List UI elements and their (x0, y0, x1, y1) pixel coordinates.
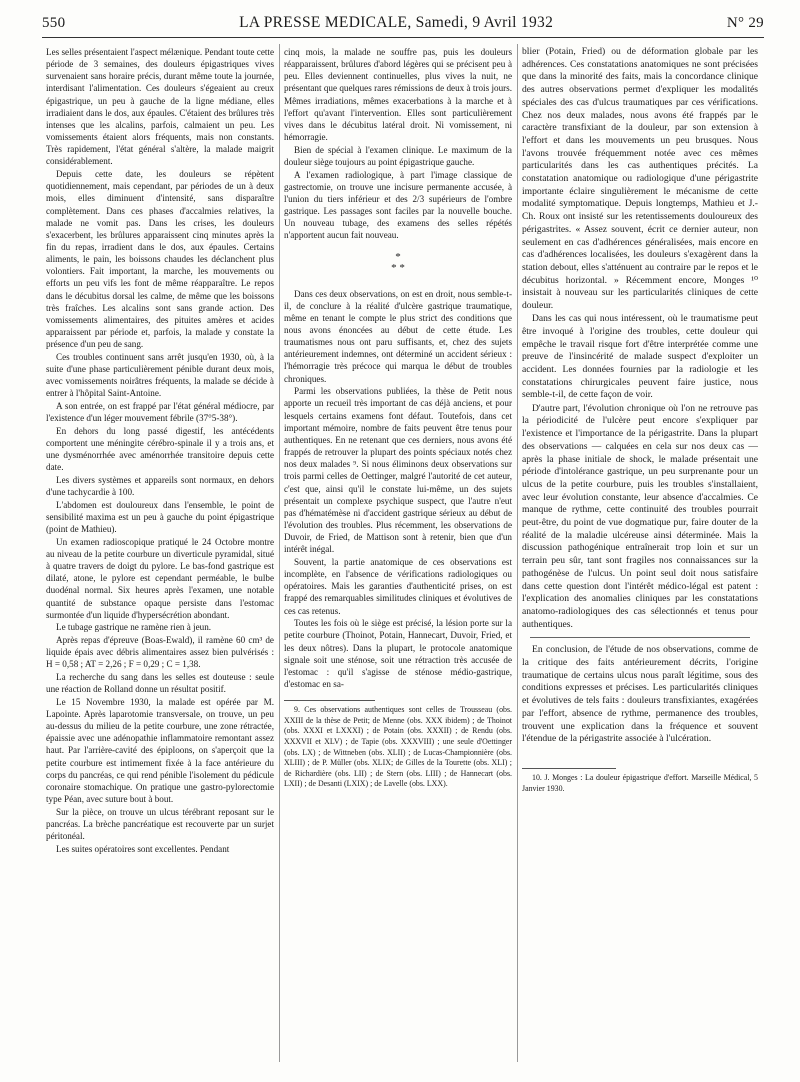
paragraph: cinq mois, la malade ne souffre pas, puis les douleurs réapparaissent, brûlures d'abord légères qui se précisent peu à peu. Elles deviennent continuelles, plus vives la nuit, ne présentant que quelques rares rémissions de deux à trois jours. Mêmes irradiations, mêmes exacerbations à la marche et à l'effort qu'avant l'intervention. Elles sont particulièrement vives dans le décubitus latéral droit. Ni vomissement, ni hémorragie. (284, 47, 512, 143)
section-divider (530, 637, 750, 638)
paragraph: Le 15 Novembre 1930, la malade est opérée par M. Lapointe. Après laparotomie transversale, on trouve, un peu au-dessus du milieu de la petite courbure, une zone rétractée, épaissie avec une adénopathie inflammatoire remontant assez haut. Par l'arrière-cavité des épiploons, on s'aperçoit que la petite courbure est intimement fixée à la face antérieure du corps du pancréas, ce qui rend pénible l'isolement du pédicule coronaire stomachique. On pratique une gastro-pylorectomie type Péan, avec suture bout à bout. (46, 696, 274, 805)
paragraph: Les divers systèmes et appareils sont normaux, en dehors d'une tachycardie à 100. (46, 474, 274, 498)
footnote-9: 9. Ces observations authentiques sont celles de Trousseau (obs. XXIII de la thèse de Petit; de Menne (obs. XXX ibidem) ; de Thoinot (obs. XXXI et LXXXI) ; de Potain (obs. XXXII) ; de Rendu (obs. XXXVII et XLV) ; de Tapie (obs. XXXVIII) ; une seule d'Oettinger (obs. LX) ; de Wittneben (obs. XLII) ; de Lucas-Championnière (obs. XLIII) ; de P. Müller (obs. XLIX; de Gilles de la Tourette (obs. XLI) ; de Richardière (obs. LII) ; de Stern (obs. LIII) ; de Hannecart (obs. LXII) ; de Desanti (LXIX) ; de Lavelle (obs. LXX). (284, 705, 512, 789)
paragraph: Sur la pièce, on trouve un ulcus térébrant reposant sur le pancréas. La brèche pancréatique est recouverte par un surjet péritonéal. (46, 806, 274, 841)
paragraph: L'abdomen est douloureux dans l'ensemble, le point de sensibilité maxima est un peu à gauche du point épigastrique (point de Mathieu). (46, 499, 274, 535)
paragraph: Après repas d'épreuve (Boas-Ewald), il ramène 60 cm³ de liquide épais avec débris alimentaires assez bien pulvérisés : H = 0,58 ; AT = 2,26 ; F = 0,29 ; C = 1,38. (46, 635, 274, 670)
issue-number: N° 29 (726, 15, 764, 31)
column-3 (522, 46, 758, 1066)
paragraph: Le tubage gastrique ne ramène rien à jeun. (56, 622, 212, 633)
paragraph: La recherche du sang dans les selles est douteuse : seule une réaction de Rolland donne un résultat positif. (46, 671, 274, 695)
footnote-10: 10. J. Monges : La douleur épigastrique d'effort. Marseille Médical, 5 Janvier 1930. (522, 773, 758, 794)
paragraph: Les suites opératoires sont excellentes. Pendant (56, 843, 230, 854)
page-number: 550 (42, 15, 66, 31)
asterisk-line: * (395, 250, 401, 263)
paragraph: A l'examen radiologique, à part l'image classique de gastrectomie, on trouve une incisure permanente accusée, à l'union du tiers inférieur et des 2/3 supérieurs de l'ombre gastrique. Les passages sont faciles par la nouvelle bouche. Un nouveau tubage, des examens des selles répétés n'apportent aucun fait nouveau. (284, 169, 512, 241)
column-1 (46, 46, 274, 1066)
paragraph: A son entrée, on est frappé par l'état général médiocre, par l'existence d'un léger mouvement fébrile (37°5-38°). (46, 401, 274, 424)
column-2 (284, 46, 512, 1066)
paragraph: Un examen radioscopique pratiqué le 24 Octobre montre au niveau de la petite courbure un diverticule pyramidal, situé à quatre travers de doigt du pylore. Le bas-fond gastrique est dilaté, atone, le pylore est cependant perméable, le bulbe duodénal normal. Six heures après l'examen, une notable quantité de substance opaque persiste dans l'estomac surmontée d'un liquide d'hypersécrétion abondant. (46, 536, 274, 620)
paragraph: D'autre part, l'évolution chronique où l'on ne retrouve pas la périodicité de l'ulcère peut encore s'expliquer par l'existence et l'importance de la périgastrite. Dans la plupart des observations — calquées en cela sur nos deux cas — après la phase initiale de shock, le malade présentait une période d'intolérance gastrique, un peu surprenante pour un ulcus de la petite courbure, puis les troubles s'installaient, avec leur évolution constante, leur absence d'accalmies. Ce manque de rythme, cette continuité des troubles pourrait peut-être, du point de vue dogmatique pur, faire douter de la réalité de la maladie ulcéreuse ainsi déterminée. Mais la discussion pathogénique entraînerait trop loin et sur un terrain peu sûr, tant sont fragiles nos connaissances sur la pathogénèse de l'ulcus. Un point seul doit nous satisfaire dans cette question dont l'intérêt médico-légal est patent : l'explication des anomalies cliniques par les constatations anatomo-radiologiques des cas sélectionnés et tenus pour authentiques. (522, 402, 758, 630)
paragraph: Dans ces deux observations, on est en droit, nous semble-t-il, de conclure à la réalité d'ulcère gastrique traumatique, même en tenant le compte le plus strict des conditions que nous avons énoncées au début de cette étude. Les traumatismes nous ont paru suffisants, et, chez des sujets antérieurement indemnes, ont déterminé un accident sérieux : l'hémorragie très précoce qui marqua le début de troubles chroniques. (284, 288, 512, 384)
paragraph: En dehors du long passé digestif, les antécédents comportent une méningite cérébro-spinale il y a trois ans, et une dysménorrhée avec aménorrhée transitoire depuis cette date. (46, 425, 274, 473)
section-asterisks (284, 252, 512, 274)
footnote-rule (284, 700, 375, 701)
paragraph: Souvent, la partie anatomique de ces observations est incomplète, en l'absence de vérifications radiologiques ou opératoires. Mais les garanties d'authenticité prises, on est frappé des remarquables similitudes cliniques et évolutives de ces cas retenus. (284, 556, 512, 616)
header-rule (42, 37, 764, 38)
paragraph: Dans les cas qui nous intéressent, où le traumatisme peut être invoqué à l'origine des troubles, cette douleur qui empêche le travail risque fort d'être interprétée comme une preuve de l'insincérité de malade suspect d'exploiter un accident. Les données fournies par la radiologie et les constatations chirurgicales peuvent faire justice, nous semble-t-il, de cette façon de voir. (522, 313, 758, 401)
paragraph: Bien de spécial à l'examen clinique. Le maximum de la douleur siège toujours au point épigastrique gauche. (284, 144, 512, 167)
paragraph: blier (Potain, Fried) ou de déformation globale par les adhérences. Ces constatations anatomiques ne sont précisées que dans la minorité des faits, mais la concordance clinique des autres observations permet d'expliquer les modalités spéciales des cas d'ulcus traumatiques par ces vérifications. Chez nos deux malades, nous avons été frappés par le caractère transfixiant de la douleur, par son extension à l'effort et dans les mouvements un peu brusques. Nous l'avons trouvée fréquemment notée avec ces mêmes particularités dans les cas authentiques précités. La constatation anatomique ou radiologique d'une périgastrite importante éclaire singulièrement le mécanisme de cette modalité symptomatique. Depuis longtemps, Mathieu et J.-Ch. Roux ont insisté sur les retentissements douloureux des périgastrites. « Assez souvent, écrit ce dernier auteur, non seulement en cas d'adhérences généralisées, mais encore en cas d'adhérences localisées, les douleurs s'exagèrent dans la station debout, elles s'atténuent au contraire par le repos et le décubitus horizontal. » Récemment encore, Monges ¹⁰ insistait à nouveau sur les particularités cliniques de cette douleur. (522, 46, 758, 312)
journal-title: LA PRESSE MEDICALE, Samedi, 9 Avril 1932 (239, 14, 554, 31)
paragraph: Les selles présentaient l'aspect mélænique. Pendant toute cette période de 3 semaines, des douleurs épigastriques vives survenaient sans horaire précis, durant même toute la journée, interdisant l'alimentation. Ces douleurs s'égeaient au creux épigastrique, un peu à gauche de la ligne médiane, elles irradiaient dans le dos, aux épaules. C'étaient des brûlures très intenses que les alcalins, parfois, calmaient un peu. Les vomissements étaient alors fréquents, mais non constants. Très rapidement, l'état général s'altère, la malade maigrit considérablement. (46, 47, 274, 167)
asterisk-line: * * (391, 261, 405, 274)
paragraph: Toutes les fois où le siège est précisé, la lésion porte sur la petite courbure (Thoinot, Potain, Hannecart, Duvoir, Fried, et les deux nôtres). Dans la plupart, le protocole anatomique signale soit une sténose, soit une rétraction très accusée de l'estomac : qu'il s'agisse de sténose médio-gastrique, d'estomac en sa- (284, 618, 512, 689)
paragraph: Parmi les observations publiées, la thèse de Petit nous apporte un recueil très important de cas déjà anciens, et pour lesquels certains examens font défaut. Toutefois, dans cet important mémoire, nombre de faits peuvent être tenus pour authentiques. En ne retenant que ces derniers, nous avons été frappés de retrouver la plupart des points spéciaux notés chez nos deux malades ⁹. Si nous éliminons deux observations sur trois parmi celles de Oettinger, malgré l'autorité de cet auteur, c'est que, ainsi qu'il le constate lui-même, un des sujets présentait un complexe psychique suspect, que l'autre n'eut pas d'hématémèse ni d'accident gastrique sérieux au début de l'évolution des troubles. Plus récemment, les observations de Duvoir, de Fried, de Mattison sont à retenir, bien que d'un intérêt inégal. (284, 386, 512, 555)
paragraph: Ces troubles continuent sans arrêt jusqu'en 1930, où, à la suite d'une phase particulièrement pénible durant deux mois, avec vomissements noirâtres fréquents, la malade se décide à entrer à l'hôpital Saint-Antoine. (46, 351, 274, 399)
footnote-rule (522, 768, 616, 769)
paragraph: En conclusion, de l'étude de nos observations, comme de la critique des faits antérieurement décrits, l'origine traumatique de certains ulcus nous paraît légitime, sous des conditions expresses et précises. Les particularités cliniques et évolutives de tels faits : douleurs transfixiantes, exagérées par l'effort, absence de rythme, permanence des troubles, trouvent une explication dans la fréquence et souvent l'étendue de la périgastrite associée à l'ulcération. (522, 644, 758, 745)
column-divider (517, 44, 518, 1062)
paragraph: Depuis cette date, les douleurs se répètent quotidiennement, mais cependant, par périodes de un à deux mois, elles diminuent d'intensité, sans disparaître complètement. Dans ces phases d'accalmies relatives, la malade ne vomit pas. Dans les crises, les douleurs s'exacerbent, les brûlures apparaissent cinq minutes après la fin du repas, irradient dans le dos, aux épaules. Certains aliments, le pain, les boissons chaudes les déclanchent plus volontiers. Fait important, la marche, les mouvements ou efforts un peu vifs les font de même réapparaître. Le repos dans le décubitus dorsal les calme, de même que les boissons très fraîches. Les alcalins sont sans grande action. Des vomissements alimentaires, des pituites amères et acides apparaissent par période et, parfois, la malade y constate la présence d'un peu de sang. (46, 169, 274, 350)
column-divider (279, 44, 280, 1062)
